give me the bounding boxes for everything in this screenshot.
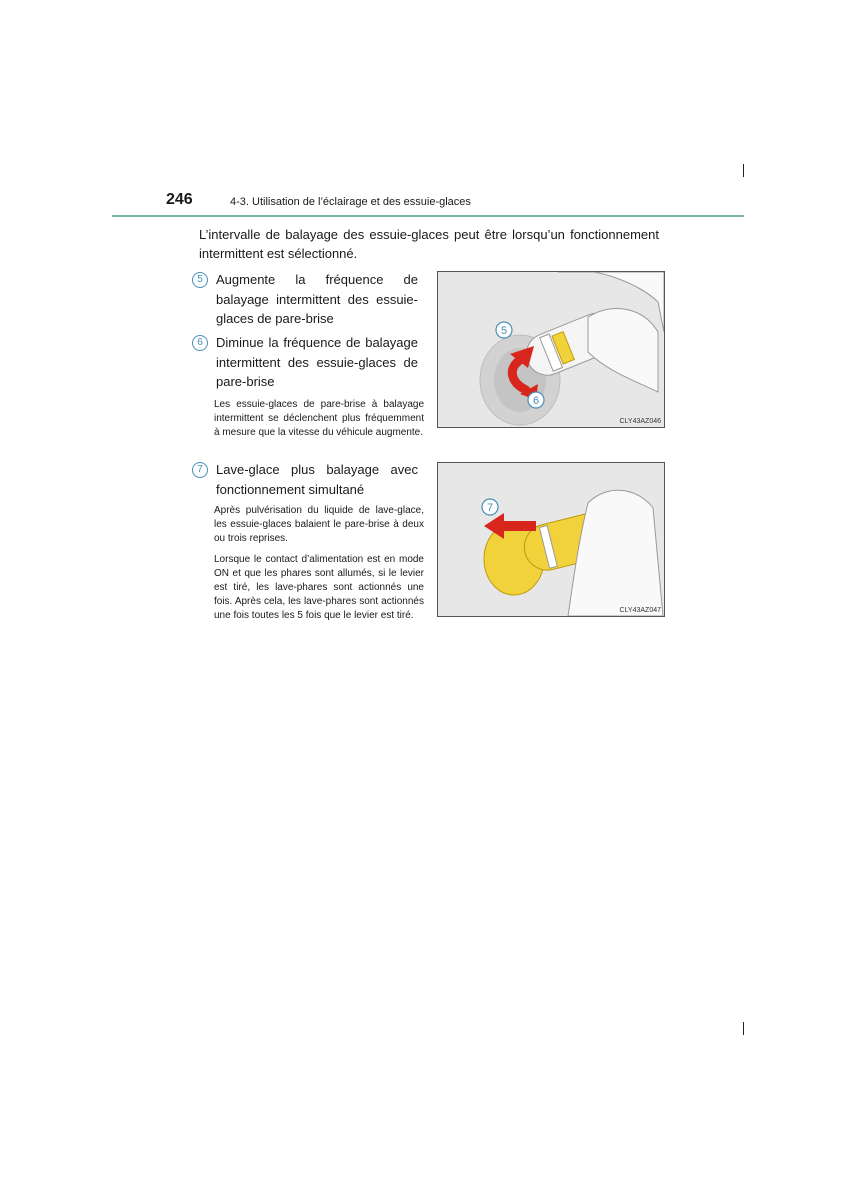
item-number-badge: 5	[192, 272, 208, 288]
note-intermittent: Les essuie-glaces de pare-brise à balayage intermittent se déclenchent plus fréquemment à mesure que la vitesse du véhicule augmente.	[214, 399, 424, 438]
wiper-lever-illustration	[438, 272, 664, 427]
figure-code: CLY43AZ046	[619, 418, 661, 425]
item-text: Augmente la fréquence de balayage intermittent des essuie-glaces de pare-brise	[216, 272, 418, 326]
item-text: Lave-glace plus balayage avec fonctionnement simultané	[216, 462, 418, 497]
item-number-badge: 7	[192, 462, 208, 478]
crop-mark-bottom-right	[743, 1022, 744, 1035]
note-headlamp-washer: Lorsque le contact d’alimentation est en mode ON et que les phares sont allumés, si le levier est tiré, les lave-phares sont actionnés une fois. Après cela, les lave-phares sont actionnés une fois toutes les 5 fois que le levier est tiré.	[214, 554, 424, 621]
callout-7: 7	[486, 502, 494, 514]
list-item	[192, 460, 418, 499]
item-number-badge: 6	[192, 335, 208, 351]
figure-washer	[437, 462, 665, 617]
note-washer: Après pulvérisation du liquide de lave-glace, les essuie-glaces balaient le pare-brise à deux ou trois reprises.	[214, 505, 424, 544]
washer-lever-illustration	[438, 463, 664, 616]
callout-6: 6	[532, 395, 540, 407]
intro-paragraph: L’intervalle de balayage des essuie-glaces peut être lorsqu’un fonctionnement intermittent est sélectionné.	[199, 227, 659, 261]
crop-mark-top-right	[743, 164, 744, 177]
figure-wiper-frequency	[437, 271, 665, 428]
item-text: Diminue la fréquence de balayage intermittent des essuie-glaces de pare-brise	[216, 335, 418, 389]
figure-code: CLY43AZ047	[619, 607, 661, 614]
page-number: 246	[166, 191, 193, 208]
callout-5: 5	[500, 325, 508, 337]
header-rule	[112, 215, 744, 217]
list-item	[192, 270, 418, 329]
section-title: 4-3. Utilisation de l’éclairage et des essuie-glaces	[230, 196, 471, 208]
list-item	[192, 333, 418, 392]
